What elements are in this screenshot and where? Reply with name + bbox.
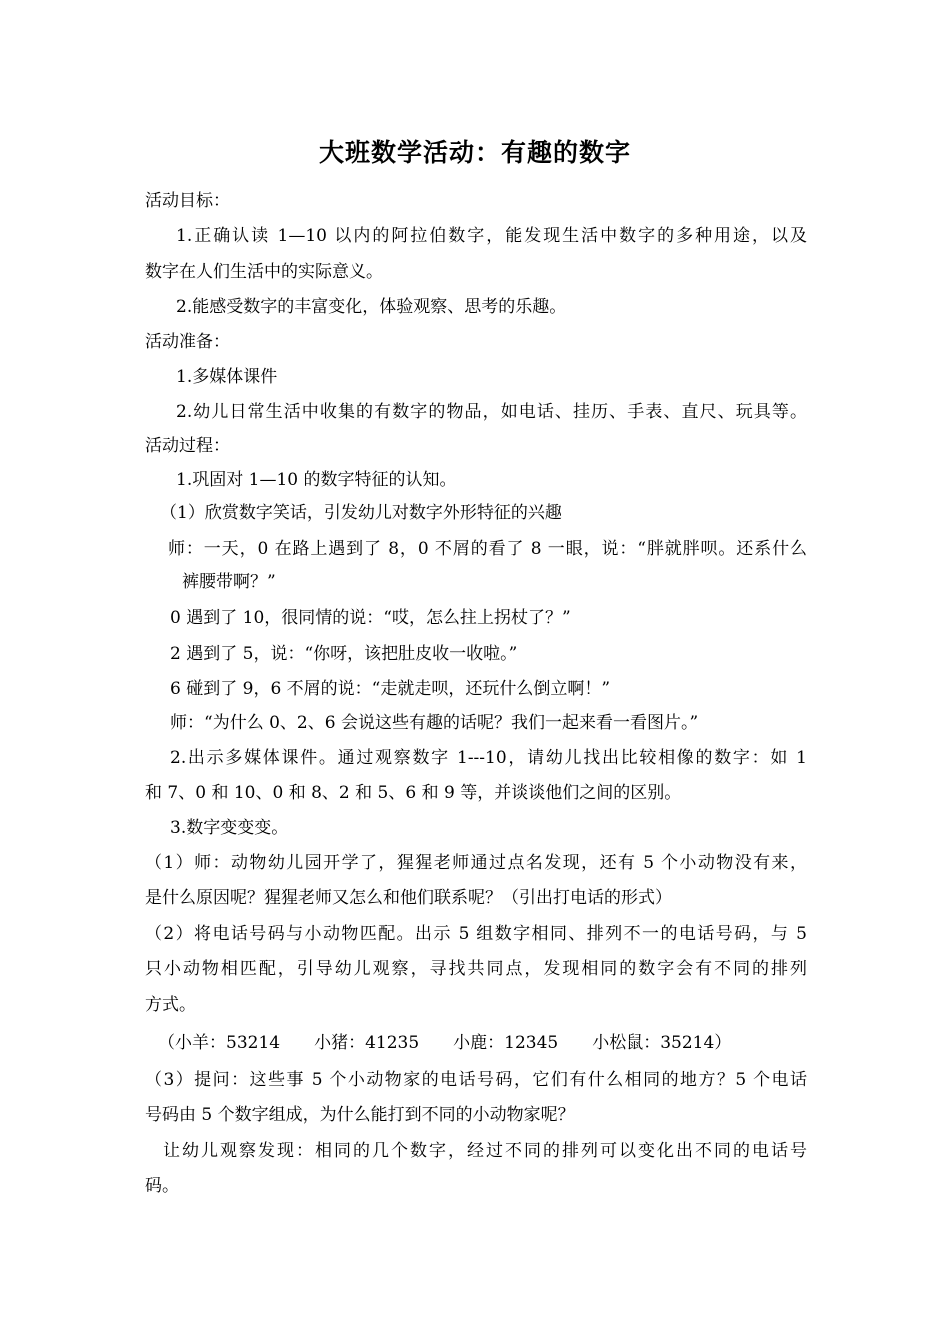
paragraph-line: 1.巩固对 1—10 的数字特征的认知。 <box>176 470 457 490</box>
section-heading-goals: 活动目标： <box>145 191 230 211</box>
paragraph-line: （1）欣赏数字笑话，引发幼儿对数字外形特征的兴趣 <box>160 503 562 523</box>
paragraph-line: 2.能感受数字的丰富变化，体验观察、思考的乐趣。 <box>176 297 567 317</box>
paragraph-line: 码。 <box>145 1176 179 1196</box>
paragraph-line: 1.多媒体课件 <box>176 367 278 387</box>
paragraph-line: 只小动物相匹配，引导幼儿观察，寻找共同点，发现相同的数字会有不同的排列 <box>145 959 807 979</box>
paragraph-line: 3.数字变变变。 <box>170 818 289 838</box>
paragraph-line: （3）提问：这些事 5 个小动物家的电话号码，它们有什么相同的地方？5 个电话 <box>145 1070 807 1090</box>
document-title: 大班数学活动：有趣的数字 <box>318 138 631 167</box>
paragraph-line: （1）师：动物幼儿园开学了，猩猩老师通过点名发现，还有 5 个小动物没有来， <box>145 853 807 873</box>
paragraph-line: 师：一天，0 在路上遇到了 8，0 不屑的看了 8 一眼，说：“胖就胖呗。还系什么 <box>168 539 807 559</box>
paragraph-line: （小羊：53214 小猪：41235 小鹿：12345 小松鼠：35214） <box>158 1033 732 1053</box>
paragraph-line: 师：“为什么 0、2、6 会说这些有趣的话呢？我们一起来看一看图片。” <box>170 713 699 733</box>
paragraph-line: 2 遇到了 5，说：“你呀，该把肚皮收一收啦。” <box>170 644 518 664</box>
section-heading-preparation: 活动准备： <box>145 332 230 352</box>
paragraph-line: （2）将电话号码与小动物匹配。出示 5 组数字相同、排列不一的电话号码，与 5 <box>145 924 807 944</box>
paragraph-line: 裤腰带啊？” <box>182 572 276 592</box>
paragraph-line: 方式。 <box>145 995 196 1015</box>
paragraph-line: 数字在人们生活中的实际意义。 <box>145 262 383 282</box>
paragraph-line: 号码由 5 个数字组成，为什么能打到不同的小动物家呢？ <box>145 1105 575 1125</box>
section-heading-process: 活动过程： <box>145 436 230 456</box>
paragraph-line: 是什么原因呢？猩猩老师又怎么和他们联系呢？（引出打电话的形式） <box>145 888 672 908</box>
paragraph-line: 和 7、0 和 10、0 和 8、2 和 5、6 和 9 等，并谈谈他们之间的区别。 <box>145 783 682 803</box>
paragraph-line: 2.出示多媒体课件。通过观察数字 1---10，请幼儿找出比较相像的数字：如 1 <box>170 748 807 768</box>
paragraph-line: 2.幼儿日常生活中收集的有数字的物品，如电话、挂历、手表、直尺、玩具等。 <box>176 402 807 422</box>
paragraph-line: 1.正确认读 1—10 以内的阿拉伯数字，能发现生活中数字的多种用途，以及 <box>176 226 807 246</box>
paragraph-line: 让幼儿观察发现：相同的几个数字，经过不同的排列可以变化出不同的电话号 <box>163 1141 807 1161</box>
paragraph-line: 0 遇到了 10，很同情的说：“哎，怎么拄上拐杖了？” <box>170 608 571 628</box>
paragraph-line: 6 碰到了 9，6 不屑的说：“走就走呗，还玩什么倒立啊！” <box>170 679 611 699</box>
